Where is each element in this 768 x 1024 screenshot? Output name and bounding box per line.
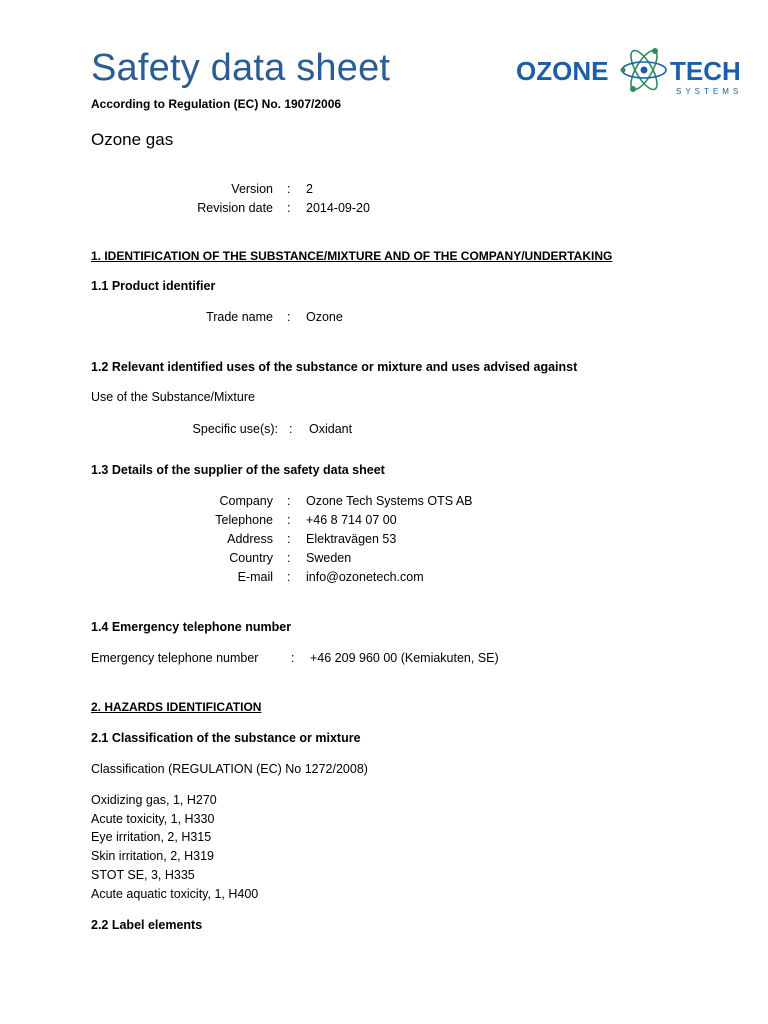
- revision-date-value: 2014-09-20: [306, 201, 370, 215]
- section-1-1-heading: 1.1 Product identifier: [91, 279, 216, 293]
- regulation-reference: According to Regulation (EC) No. 1907/2006: [91, 97, 342, 111]
- version-value: 2: [306, 182, 313, 196]
- section-1-heading: 1. IDENTIFICATION OF THE SUBSTANCE/MIXTURE AND OF THE COMPANY/UNDERTAKING: [91, 249, 613, 263]
- revision-date-colon: :: [287, 201, 291, 215]
- section-2-1-heading: 2.1 Classification of the substance or mixture: [91, 731, 361, 745]
- emergency-phone-label: Emergency telephone number: [91, 651, 259, 665]
- section-2-2-heading: 2.2 Label elements: [91, 918, 203, 932]
- logo-word-systems: SYSTEMS: [676, 87, 743, 96]
- hazard-class-item: Acute toxicity, 1, H330: [91, 812, 215, 826]
- country-value: Sweden: [306, 551, 352, 565]
- company-label: Company: [219, 494, 273, 508]
- atom-icon: [621, 47, 667, 93]
- product-name: Ozone gas: [91, 130, 174, 149]
- section-1-3-heading: 1.3 Details of the supplier of the safety data sheet: [91, 463, 385, 477]
- trade-name-colon: :: [287, 310, 291, 324]
- specific-uses-label: Specific use(s):: [192, 422, 278, 436]
- logo-word-ozone: OZONE: [516, 56, 609, 86]
- classification-regulation-text: Classification (REGULATION (EC) No 1272/2008): [91, 762, 368, 776]
- section-1-2-heading: 1.2 Relevant identified uses of the substance or mixture and uses advised against: [91, 360, 578, 374]
- address-label: Address: [227, 532, 273, 546]
- email-label: E-mail: [237, 570, 273, 584]
- emergency-phone-value: +46 209 960 00 (Kemiakuten, SE): [310, 651, 499, 665]
- address-value: Elektravägen 53: [306, 532, 397, 546]
- hazard-class-item: Skin irritation, 2, H319: [91, 849, 214, 863]
- emergency-phone-colon: :: [291, 651, 295, 665]
- hazard-class-item: Eye irritation, 2, H315: [91, 830, 212, 844]
- hazard-class-item: Oxidizing gas, 1, H270: [91, 793, 217, 807]
- hazard-class-item: STOT SE, 3, H335: [91, 868, 195, 882]
- country-label: Country: [229, 551, 273, 565]
- country-colon: :: [287, 551, 291, 565]
- specific-uses-colon: :: [289, 422, 293, 436]
- page-title: Safety data sheet: [91, 47, 391, 89]
- version-colon: :: [287, 182, 291, 196]
- company-logo: [514, 40, 746, 100]
- section-2-heading: 2. HAZARDS IDENTIFICATION: [91, 700, 262, 714]
- telephone-colon: :: [287, 513, 291, 527]
- address-colon: :: [287, 532, 291, 546]
- revision-date-label: Revision date: [197, 201, 273, 215]
- logo-word-tech: TECH: [670, 56, 741, 86]
- company-colon: :: [287, 494, 291, 508]
- version-label: Version: [231, 182, 273, 196]
- telephone-label: Telephone: [215, 513, 273, 527]
- trade-name-label: Trade name: [206, 310, 273, 324]
- company-value: Ozone Tech Systems OTS AB: [306, 494, 473, 508]
- use-of-substance-text: Use of the Substance/Mixture: [91, 390, 255, 404]
- section-1-4-heading: 1.4 Emergency telephone number: [91, 620, 292, 634]
- specific-uses-value: Oxidant: [309, 422, 353, 436]
- telephone-value: +46 8 714 07 00: [306, 513, 397, 527]
- email-colon: :: [287, 570, 291, 584]
- hazard-class-item: Acute aquatic toxicity, 1, H400: [91, 887, 259, 901]
- email-value: info@ozonetech.com: [306, 570, 424, 584]
- trade-name-value: Ozone: [306, 310, 343, 324]
